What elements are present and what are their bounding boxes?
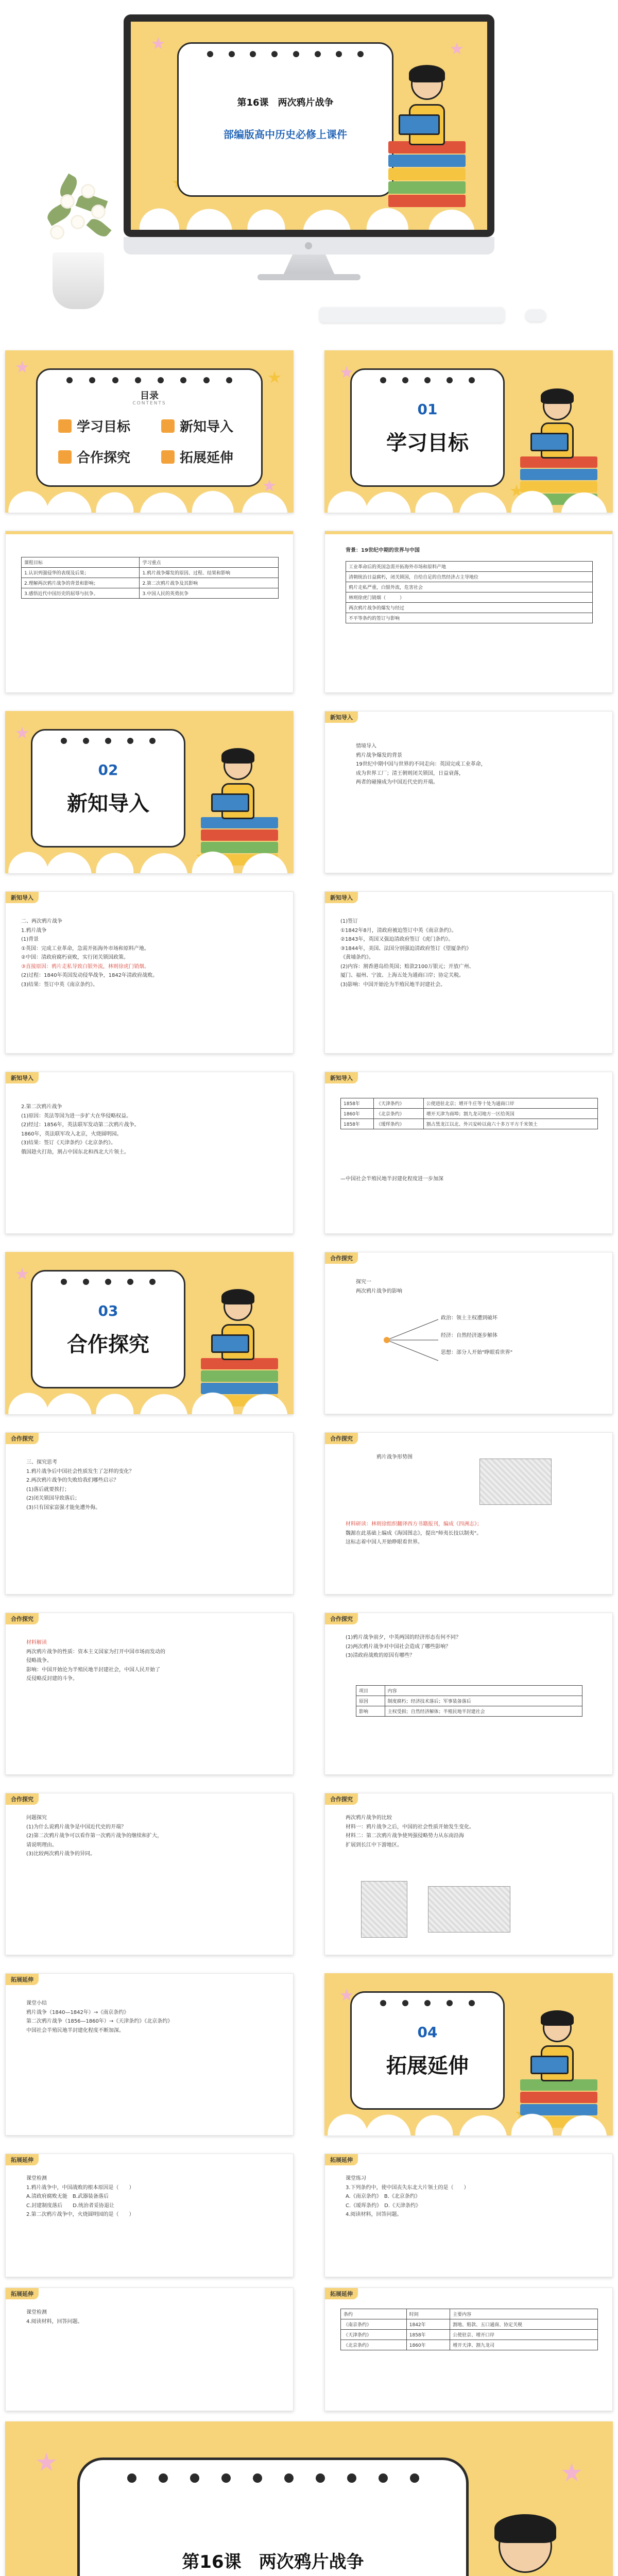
lesson-title: 第16课 两次鸦片战争 <box>237 97 334 108</box>
slide-body: 三、探究思考 1.鸦片战争后中国社会性质发生了怎样的变化？ 2.两次鸦片战争的失败给我们哪些启示？ (1)落后就要挨打； (2)闭关锁国导致落后； (3)只有国家富强才能免遭外侮。 <box>26 1460 134 1511</box>
slide-body: (1)签订 ①1842年8月，清政府被迫签订中英《南京条约》。 ②1843年，英国又强迫清政府签订《虎门条约》。 ③1844年，美国、法国分别强迫清政府签订《望厦条约》 《黄埔条约》。 (2)内容：割香港岛给英国；赔款2100万银元；开放广州、 厦门、福州、宁波、上海五处为通商口岸；协定关税。 (3)影响：中国开始沦为半殖民地半封建社会。 <box>340 919 474 988</box>
slide-explore-1[interactable] <box>324 1252 613 1414</box>
slide-body: 两次鸦片战争的比较 材料一：鸦片战争之后，中国的社会性质开始发生变化。 材料二：第二次鸦片战争使列强侵略势力从东南沿海 扩展到长江中下游地区。 <box>346 1815 474 1848</box>
slide-explore-3[interactable] <box>324 1432 613 1595</box>
table-row: 3.感悟近代中国历史的屈辱与抗争。 3.中国人民的英勇抗争 <box>22 588 279 599</box>
table-row: 《天津条约》 1858年 公使驻京、增开口岸 <box>341 2330 598 2340</box>
slide-body: 课堂小结 鸦片战争（1840—1842年）→《南京条约》 第二次鸦片战争（1856—1860年）→《天津条约》《北京条约》 中国社会半殖民地半封建化程度不断加深。 <box>26 2001 173 2033</box>
slide-note: —中国社会半殖民地半封建化程度进一步加深 <box>340 1176 443 1182</box>
table-row: 条约 时间 主要内容 <box>341 2309 598 2319</box>
cover-frame <box>77 2458 469 2576</box>
slide-body: (1)鸦片战争前夕，中英两国的经济形态有何不同？ (2)两次鸦片战争对中国社会造成了哪些影响？ (3)清政府战败的原因有哪些？ <box>346 1635 461 1658</box>
slide-tab-label: 新知导入 <box>6 1072 39 1083</box>
slide-treaties[interactable] <box>324 891 613 1054</box>
mind-map-labels: 政治：领土主权遭到破坏 经济：自然经济逐步解体 思想：部分人开始"睁眼看世界" <box>441 1315 513 1355</box>
section-number: 03 <box>98 1302 118 1319</box>
table-row: 《南京条约》 1842年 割地、赔款、五口通商、协定关税 <box>341 2319 598 2330</box>
slide-heading: 背景：19世纪中期的世界与中国 <box>346 548 420 553</box>
slide-tab-label: 新知导入 <box>6 892 39 903</box>
hero-mockup <box>0 0 618 330</box>
table-row: 清朝统治日益腐朽，闭关锁国，自给自足的自然经济占主导地位 <box>346 572 593 582</box>
section-number: 01 <box>417 401 438 418</box>
historical-map-image <box>479 1459 552 1505</box>
slide-goals-table[interactable] <box>5 531 294 693</box>
toc-subheading: CONTENTS <box>132 401 166 406</box>
square-bullet-icon <box>161 450 175 464</box>
slide-section-4[interactable] <box>324 1973 613 2136</box>
slide-section-2[interactable] <box>5 711 294 873</box>
slide-extend-4[interactable] <box>324 2287 613 2411</box>
slide-body: 二、两次鸦片战争 1.鸦片战争 (1)背景 ①英国：完成工业革命，急需开拓海外市场和原料产地。 ②中国：清政府腐朽衰败，实行闭关锁国政策。 ③直接原因：鸦片走私导致白银外流，林则徐虎门销烟。 (2)过程：1840年英国发动侵华战争，1842年清政府战败。 (3)结果：签订中英《南京条约》。 <box>21 919 158 988</box>
square-bullet-icon <box>161 419 175 433</box>
lesson-title: 第16课 两次鸦片战争 <box>182 2552 364 2572</box>
slide-intro[interactable] <box>324 711 613 873</box>
table-row: 项目 内容 <box>356 1686 582 1696</box>
table-row: 影响 主权受损；自然经济解体；半殖民地半封建社会 <box>356 1706 582 1717</box>
table-header: 学习重点 <box>140 557 279 568</box>
section-title: 学习目标 <box>386 431 469 455</box>
slide-tab-label: 合作探究 <box>325 1252 358 1264</box>
slide-tab-label: 合作探究 <box>6 1433 39 1444</box>
section-number: 04 <box>417 2024 438 2041</box>
slide-extend-2[interactable] <box>324 2154 613 2277</box>
slide-explore-6[interactable] <box>5 1793 294 1955</box>
section-title: 拓展延伸 <box>386 2054 469 2078</box>
monitor-stand <box>283 255 335 275</box>
table-row: 1.认识列强侵华的表现及后果； 1.鸦片战争爆发的原因、过程、结果和影响 <box>22 568 279 578</box>
toc-item-1[interactable]: 学习目标 <box>58 416 130 435</box>
reading-kid-illustration <box>458 2499 592 2576</box>
slide-body: 课堂练习 3.下列条约中，使中国丧失东北大片领土的是（ ） A.《南京条约》 B.《北京条约》 C.《瑷珲条约》 D.《天津条约》 4.阅读材料，回答问题。 <box>346 2176 469 2217</box>
slide-toc[interactable] <box>5 350 294 513</box>
cover-frame <box>177 42 393 197</box>
apple-logo-icon <box>305 242 312 249</box>
treaty-summary-table <box>340 2309 598 2350</box>
slide-body: 探究一 两次鸦片战争的影响 <box>356 1279 402 1294</box>
reasons-table <box>356 1685 582 1717</box>
slide-explore-4[interactable] <box>5 1613 294 1775</box>
monitor <box>124 14 494 237</box>
section-title: 合作探究 <box>67 1333 149 1357</box>
keyboard <box>319 307 505 323</box>
slide-body: 课堂检测 4.阅读材料，回答问题。 <box>26 2310 83 2325</box>
table-row: 1858年 《瑷珲条约》 割占黑龙江以北、外兴安岭以南六十多万平方千米领土 <box>341 1119 598 1129</box>
slide-tab-label: 合作探究 <box>325 1613 358 1624</box>
slide-treaty-table[interactable] <box>324 1072 613 1234</box>
portrait-image <box>361 1881 407 1938</box>
slide-tab-label: 合作探究 <box>325 1433 358 1444</box>
lesson-subtitle: 部编版高中历史必修上课件 <box>224 128 347 141</box>
slide-background[interactable] <box>324 531 613 693</box>
table-row: 林则徐虎门销烟（ ） <box>346 592 593 603</box>
slide-explore-5[interactable] <box>324 1613 613 1775</box>
background-table <box>346 561 593 623</box>
slide-body: 材料研读：林则徐组织翻译西方书籍报刊，编成《四洲志》； 魏源在此基础上编成《海国图志》，提出"师夷长技以制夷"。 这标志着中国人开始睁眼看世界。 <box>346 1521 482 1545</box>
table-row: 不平等条约的签订与影响 <box>346 613 593 623</box>
slide-body: 材料解读 两次鸦片战争的性质：资本主义国家为打开中国市场而发动的 侵略战争。 影响：中国开始沦为半殖民地半封建社会，中国人民开始了 反侵略反封建的斗争。 <box>26 1640 165 1682</box>
treaty-table <box>340 1098 598 1129</box>
slide-tab-label: 合作探究 <box>6 1613 39 1624</box>
slide-closing-cover[interactable] <box>5 2421 613 2576</box>
table-header: 课程目标 <box>22 557 140 568</box>
slide-tab-label: 拓展延伸 <box>6 2288 39 2299</box>
goals-table <box>21 557 279 599</box>
table-row: 1860年 《北京条约》 增开天津为商埠；割九龙司地方一区给英国 <box>341 1109 598 1119</box>
section-frame <box>350 1991 505 2110</box>
slide-opium-war-1[interactable] <box>5 891 294 1054</box>
table-row: 两次鸦片战争的爆发与经过 <box>346 603 593 613</box>
monitor-base <box>258 274 360 280</box>
slide-second-war[interactable] <box>5 1072 294 1234</box>
slide-body: 课堂检测 1.鸦片战争中，中国战败的根本原因是（ ） A.清政府腐败无能 B.武器装备落后 C.封建制度落后 D.统治者妥协退让 2.第二次鸦片战争中，火烧圆明园的是（ ） <box>26 2176 134 2217</box>
slide-body: 问题探究 (1)为什么说鸦片战争是中国近代史的开端？ (2)第二次鸦片战争可以看作第一次鸦片战争的继续和扩大， 请说明理由。 (3)比较两次鸦片战争的异同。 <box>26 1815 163 1857</box>
section-title: 新知导入 <box>67 792 149 816</box>
toc-item-3[interactable]: 合作探究 <box>58 447 130 466</box>
square-bullet-icon <box>58 419 72 433</box>
slide-tab-label: 新知导入 <box>325 892 358 903</box>
square-bullet-icon <box>58 450 72 464</box>
slide-tab-label: 合作探究 <box>6 1793 39 1805</box>
slide-section-1[interactable] <box>324 350 613 513</box>
slide-tab-label: 合作探究 <box>325 1793 358 1805</box>
section-number: 02 <box>98 761 118 778</box>
slide-tab-label: 新知导入 <box>325 711 358 723</box>
slide-body: 情境导入 鸦片战争爆发的背景 19世纪中期中国与世界的不同走向：英国完成工业革命， 成为世界工厂；清王朝则闭关锁国，日益衰落， 两者的碰撞成为中国近代史的开端。 <box>356 743 486 785</box>
slide-tab-label: 拓展延伸 <box>6 2154 39 2165</box>
table-row: 鸦片走私严重，白银外流，危害社会 <box>346 582 593 592</box>
toc-item-4[interactable]: 拓展延伸 <box>161 447 233 466</box>
toc-heading: 目录 <box>140 391 159 401</box>
document-image <box>428 1886 510 1933</box>
slide-explore-7[interactable] <box>324 1793 613 1955</box>
slide-explore-2[interactable] <box>5 1432 294 1595</box>
slide-tab-label: 拓展延伸 <box>6 1974 39 1985</box>
slide-tab-label: 拓展延伸 <box>325 2288 358 2299</box>
slide-extend-3[interactable] <box>5 2287 294 2411</box>
slide-section-3[interactable] <box>5 1252 294 1414</box>
plant-decoration <box>41 175 118 309</box>
slide-extend-1[interactable] <box>5 2154 294 2277</box>
table-row: 2.理解两次鸦片战争的背景和影响； 2.第二次鸦片战争及其影响 <box>22 578 279 588</box>
slide-body: 2.第二次鸦片战争 (1)原因：英法等国为进一步扩大在华侵略权益。 (2)经过：1856年，英法联军发动第二次鸦片战争。 1860年，英法联军攻入北京，火烧圆明园。 (3)结果：签订《天津条约》《北京条约》。 俄国趁火打劫，割占中国东北和西北大片领土。 <box>21 1104 140 1155</box>
mouse <box>525 309 546 321</box>
table-row: 1858年 《天津条约》 公使进驻北京；增开牛庄等十处为通商口岸 <box>341 1098 598 1109</box>
cover-slide-preview <box>131 22 487 230</box>
slide-tab-label: 新知导入 <box>325 1072 358 1083</box>
monitor-screen <box>131 22 487 230</box>
table-row: 原因 制度腐朽；经济技术落后；军事装备落后 <box>356 1696 582 1706</box>
reading-kid-illustration <box>388 53 466 207</box>
slide-caption: 鸦片战争形势图 <box>376 1454 413 1460</box>
section-frame <box>31 1270 185 1388</box>
toc-frame <box>36 368 263 487</box>
table-row: 工业革命后的英国急需开拓海外市场和原料产地 <box>346 562 593 572</box>
toc-item-2[interactable]: 新知导入 <box>161 416 233 435</box>
table-row: 《北京条约》 1860年 增开天津、割九龙司 <box>341 2340 598 2350</box>
slide-summary[interactable] <box>5 1973 294 2136</box>
monitor-chin <box>124 237 494 255</box>
slide-tab-label: 拓展延伸 <box>325 2154 358 2165</box>
section-frame <box>350 368 505 487</box>
section-frame <box>31 729 185 848</box>
